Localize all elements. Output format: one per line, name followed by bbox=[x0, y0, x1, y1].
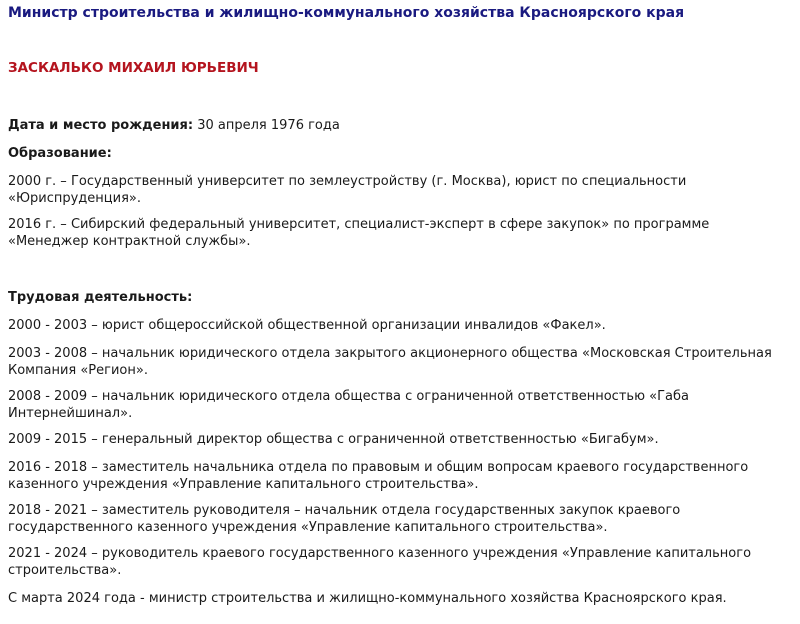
career-item bbox=[8, 590, 792, 607]
birth-value: 30 апреля 1976 года bbox=[193, 118, 340, 133]
education-item-line: «Менеджер контрактной службы». bbox=[8, 234, 251, 249]
career-item bbox=[8, 388, 792, 422]
career-item bbox=[8, 431, 792, 448]
education-item bbox=[8, 216, 792, 250]
career-item bbox=[8, 345, 792, 379]
career-item-line: казенного учреждения «Управление капитального строительства». bbox=[8, 477, 479, 492]
education-item-line: 2016 г. – Сибирский федеральный университет, специалист-эксперт в сфере закупок» по программе bbox=[8, 217, 710, 232]
career-item-line: Компания «Регион». bbox=[8, 363, 148, 378]
career-heading: Трудовая деятельность: bbox=[8, 290, 193, 305]
career-item bbox=[8, 545, 792, 579]
career-item-line: 2000 - 2003 – юрист общероссийской общественной организации инвалидов «Факел». bbox=[8, 318, 606, 333]
education-heading: Образование: bbox=[8, 146, 112, 161]
career-item-line: 2018 - 2021 – заместитель руководителя – начальник отдела государственных закупок краевого bbox=[8, 503, 681, 518]
page-title: Министр строительства и жилищно-коммунального хозяйства Красноярского края bbox=[8, 5, 685, 21]
career-item-line: 2021 - 2024 – руководитель краевого государственного казенного учреждения «Управление капитального bbox=[8, 546, 752, 561]
career-item-line: Интернейшинал». bbox=[8, 406, 133, 421]
birth-label: Дата и место рождения: bbox=[8, 118, 194, 133]
education-item-line: «Юриспруденция». bbox=[8, 191, 141, 206]
career-item bbox=[8, 459, 792, 493]
education-item bbox=[8, 173, 792, 207]
career-item-line: 2003 - 2008 – начальник юридического отдела закрытого акционерного общества «Московская Строительная bbox=[8, 346, 772, 361]
career-item bbox=[8, 502, 792, 536]
career-item-line: 2009 - 2015 – генеральный директор общества с ограниченной ответственностью «Бигабум». bbox=[8, 432, 659, 447]
career-item bbox=[8, 317, 792, 334]
career-item-line: строительства». bbox=[8, 563, 122, 578]
career-item-line: 2008 - 2009 – начальник юридического отдела общества с ограниченной ответственностью «Габа bbox=[8, 389, 689, 404]
career-item-line: государственного казенного учреждения «Управление капитального строительства». bbox=[8, 520, 608, 535]
career-item-line: 2016 - 2018 – заместитель начальника отдела по правовым и общим вопросам краевого государственного bbox=[8, 460, 749, 475]
birth-info bbox=[8, 117, 792, 134]
education-item-line: 2000 г. – Государственный университет по землеустройству (г. Москва), юрист по специальности bbox=[8, 174, 687, 189]
career-item-line: С марта 2024 года - министр строительства и жилищно-коммунального хозяйства Красноярского края. bbox=[8, 591, 727, 606]
person-name: ЗАСКАЛЬКО МИХАИЛ ЮРЬЕВИЧ bbox=[8, 60, 259, 76]
